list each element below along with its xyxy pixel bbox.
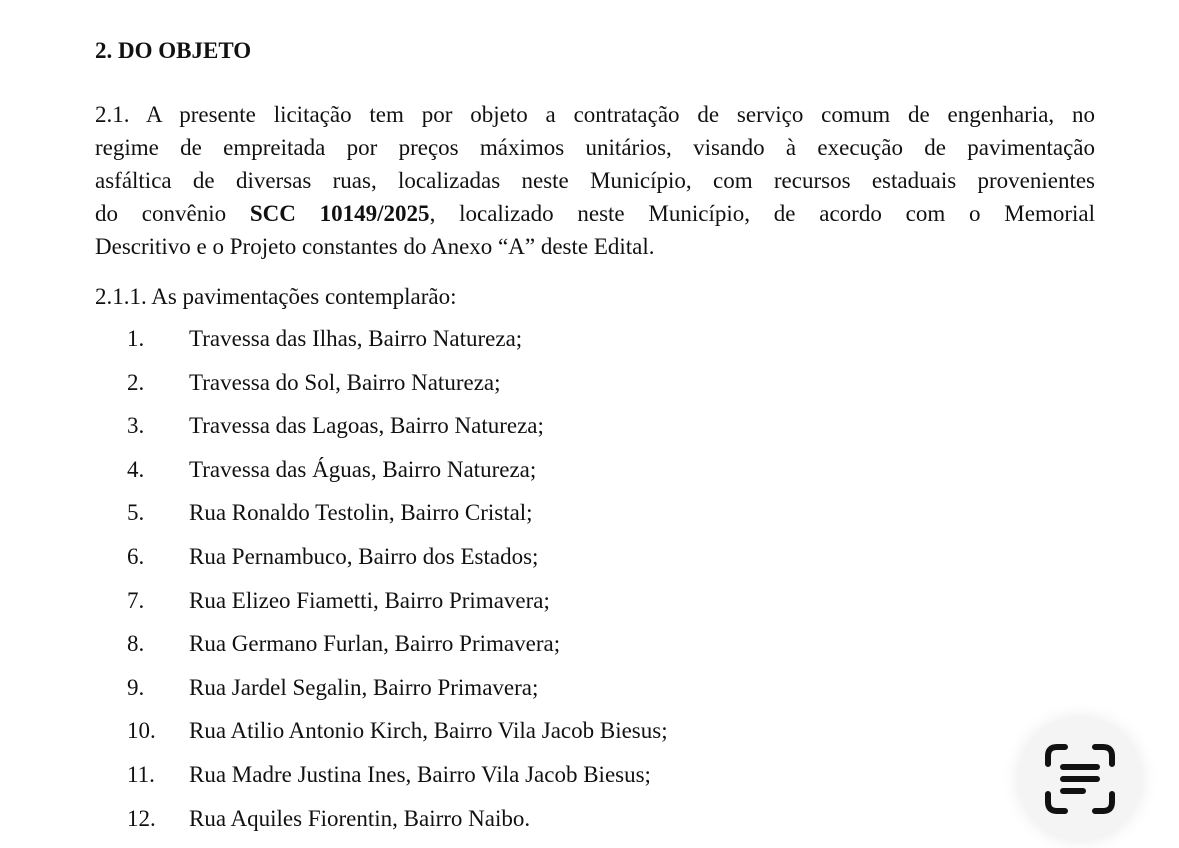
list-item xyxy=(0,493,1000,537)
list-item-number: 1. xyxy=(127,326,145,351)
list-item-text: Rua Atilio Antonio Kirch, Bairro Vila Jacob Biesus; xyxy=(189,718,668,744)
list-item-text: Travessa das Águas, Bairro Natureza; xyxy=(189,456,537,482)
list-item-number: 12. xyxy=(127,805,156,831)
list-item xyxy=(0,406,1000,450)
list-item-number: 11. xyxy=(127,761,155,787)
list-item-number: 4. xyxy=(127,456,145,482)
list-item-number: 8. xyxy=(127,631,145,657)
list-item-number: 5. xyxy=(127,500,145,526)
section-heading: 2. DO OBJETO xyxy=(95,38,252,63)
list-item-text: Rua Pernambuco, Bairro dos Estados; xyxy=(189,543,539,569)
agreement-number: SCC 10149/2025 xyxy=(249,201,430,226)
paragraph-text: do convênio xyxy=(95,201,227,226)
list-item-number: 9. xyxy=(127,674,145,700)
list-item-text: Travessa das Lagoas, Bairro Natureza; xyxy=(189,413,544,439)
list-item xyxy=(0,363,1000,407)
list-item-text: Travessa das Ilhas, Bairro Natureza; xyxy=(189,326,523,351)
list-item xyxy=(0,581,1000,625)
live-text-button[interactable] xyxy=(1019,718,1141,840)
list-item xyxy=(0,711,1000,755)
list-item-text: Rua Madre Justina Ines, Bairro Vila Jacob Biesus; xyxy=(189,761,651,787)
list-item-text: Rua Ronaldo Testolin, Bairro Cristal; xyxy=(189,500,533,526)
object-paragraph xyxy=(95,98,1095,263)
list-item-number: 2. xyxy=(127,369,145,395)
paragraph-line: Descritivo e o Projeto constantes do Anexo “A” deste Edital. xyxy=(95,234,655,259)
list-item-text: Rua Germano Furlan, Bairro Primavera; xyxy=(189,631,561,657)
street-list xyxy=(0,319,1000,842)
live-text-scan-icon xyxy=(1043,742,1117,816)
list-item xyxy=(0,755,1000,799)
list-item-text: Rua Jardel Segalin, Bairro Primavera; xyxy=(189,674,539,700)
list-item xyxy=(0,537,1000,581)
paragraph-line: 2.1. A presente licitação tem por objeto a contratação de serviço comum de engenharia, no xyxy=(95,102,1095,127)
list-item-text: Rua Aquiles Fiorentin, Bairro Naibo. xyxy=(189,805,531,831)
list-item xyxy=(0,624,1000,668)
list-item-number: 3. xyxy=(127,413,145,439)
list-item-text: Rua Elizeo Fiametti, Bairro Primavera; xyxy=(189,587,550,613)
list-item xyxy=(0,450,1000,494)
list-item-number: 6. xyxy=(127,543,145,569)
list-item xyxy=(0,319,1000,363)
subsection-heading: 2.1.1. As pavimentações contemplarão: xyxy=(95,284,457,309)
list-item-number: 7. xyxy=(127,587,145,613)
list-item xyxy=(0,799,1000,843)
paragraph-line: asfáltica de diversas ruas, localizadas neste Município, com recursos estaduais provenientes xyxy=(95,168,1095,193)
list-item-text: Travessa do Sol, Bairro Natureza; xyxy=(189,369,501,395)
list-item xyxy=(0,668,1000,712)
paragraph-line-agreement xyxy=(95,197,1095,230)
paragraph-line: regime de empreitada por preços máximos unitários, visando à execução de pavimentação xyxy=(95,135,1095,160)
paragraph-text: , localizado neste Município, de acordo com o Memorial xyxy=(429,201,1095,226)
list-item-number: 10. xyxy=(127,718,156,744)
